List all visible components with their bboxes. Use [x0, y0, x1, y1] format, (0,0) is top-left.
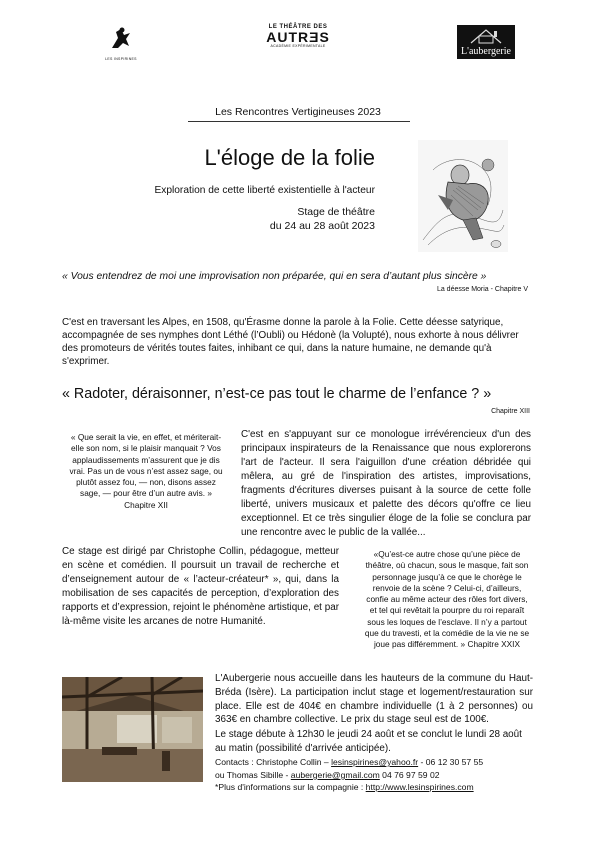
logo-les-inspirines	[104, 26, 138, 62]
contact-line-2	[215, 770, 545, 780]
quote-moria: « Vous entendrez de moi une improvisation non préparée, qui en sera d’autant plus sincère »	[62, 271, 487, 282]
quote-theatre	[362, 549, 532, 651]
quote-radoter-source: Chapitre XIII	[491, 408, 530, 415]
quote-radoter: « Radoter, déraisonner, n’est-ce pas tout le charme de l’enfance ? »	[62, 386, 492, 402]
quote-theatre-text: «Qu’est-ce autre chose qu’une pièce de théâtre, où chacun, sous le masque, fait son personnage jusqu’à ce que le chorège le renvoie de la scène ? Celui-ci, d’ailleurs, confie au même acteur des rôles fort divers, et tel qui revêtait la pourpre du roi reparaît sous les loques de l’esclave. Il n’y a partout que du travesti, et la comédie de la vie ne se joue pas différemment. »	[364, 549, 530, 650]
intro-paragraph: C'est en traversant les Alpes, en 1508, qu'Érasme donne la parole à la Folie. Cette déesse satyrique, accompagnée de ses nymphes dont Léthé (l’Oubli) ou Hédonè (la Volupté), nous exhorte à nous délivrer des promoteurs de vérités toutes faites, inhibant ce qui, dans la nature humaine, ne demande qu'à s'exprimer.	[62, 317, 519, 367]
contacts-label: Contacts : Christophe Collin –	[215, 757, 332, 767]
stage-label: Stage de théâtre	[297, 206, 375, 218]
logo-aubergerie	[457, 25, 515, 59]
event-dates: du 24 au 28 août 2023	[269, 220, 375, 232]
quote-plaisir-source: Chapitre XII	[124, 499, 168, 510]
logo-right-text: L'aubergerie	[461, 46, 511, 57]
quote-theatre-source: Chapitre XXIX	[467, 639, 521, 650]
website-link[interactable]: http://www.lesinspirines.com	[365, 782, 474, 792]
venue-photo	[62, 677, 203, 782]
logo-center-line2: AUTRƎS	[266, 29, 330, 45]
quote-plaisir-text: « Que serait la vie, en effet, et mériterait-elle son nom, si le plaisir manquait ? Vos applaudissements m’assurent que je dis vrai. Pas un de vous n’est assez sage, ou plutôt assez fou, — non, disons assez sage, — pour être d’un autre avis. »	[69, 432, 223, 499]
logo-left-caption: LES INSPIRINES	[105, 57, 137, 61]
folly-engraving-icon	[418, 140, 508, 252]
contact-line-1	[215, 757, 545, 767]
figure-logo-icon	[104, 26, 138, 52]
logo-theatre-des-autres	[262, 24, 334, 48]
barn-interior-icon	[62, 677, 203, 782]
series-rule	[188, 121, 410, 122]
engraving-illustration	[418, 140, 508, 252]
phone-1: - 06 12 30 57 55	[418, 757, 484, 767]
logo-center-line1: LE THÉÂTRE DES	[268, 24, 328, 30]
quote-moria-source: La déesse Moria - Chapitre V	[436, 286, 528, 293]
logo-center-line3: ACADÉMIE EXPÉRIMENTALE	[270, 44, 326, 48]
director-paragraph: Ce stage est dirigé par Christophe Collin, pédagogue, metteur en scène et comédien. Il poursuit un travail de recherche et d’enseignement autour de « l’acteur-créateur* », qui, dans la mobilisation de ses capacités de perception, d’exploration des rapports et d’expression, rejoint le phénomène artistique, et par là-même visite les arcanes de notre Humanité.	[62, 546, 339, 627]
phone-2: 04 76 97 59 02	[379, 770, 440, 780]
quote-plaisir	[65, 432, 227, 511]
contacts-line2-prefix: ou Thomas Sibille -	[215, 770, 291, 780]
page-title: L'éloge de la folie	[204, 145, 375, 170]
schedule-paragraph: Le stage débute à 12h30 le jeudi 24 août et se conclut le lundi 28 août au matin (possibilité d'arrivée anticipée).	[215, 729, 522, 754]
venue-paragraph: L'Aubergerie nous accueille dans les hauteurs de la commune du Haut-Bréda (Isère). La participation inclut stage et logement/restauration sur place. Elle est de 404€ en chambre individuelle (1 à 2 personnes) ou 363€ en chambre collective. Le prix du stage seul est de 100€.	[215, 673, 533, 726]
email-inspirines-link[interactable]: lesinspirines@yahoo.fr	[331, 757, 419, 767]
house-logo-icon	[457, 25, 515, 45]
creation-paragraph: C'est en s'appuyant sur ce monologue irrévérencieux d'un des principaux inspirateurs de la Renaissance que nous explorerons l'art de l'acteur. Il sera l'aiguillon d'une création débridée qui mêlera, au gré de l'inspiration des artistes, improvisations, fragments d'écritures diverses puisant à la source de cette folle liberté, univers musicaux et palette des décors qu'offre ce lieu exceptionnel. Et ce très singulier éloge de la folie se conclura par une rencontre avec le public de la vallée...	[241, 429, 531, 538]
subtitle: Exploration de cette liberté existentielle à l'acteur	[154, 185, 375, 196]
series-title: Les Rencontres Vertigineuses 2023	[215, 106, 381, 118]
more-info-prefix: *Plus d'informations sur la compagnie :	[215, 782, 366, 792]
email-aubergerie-link[interactable]: aubergerie@gmail.com	[290, 770, 380, 780]
contact-line-3	[215, 782, 545, 792]
